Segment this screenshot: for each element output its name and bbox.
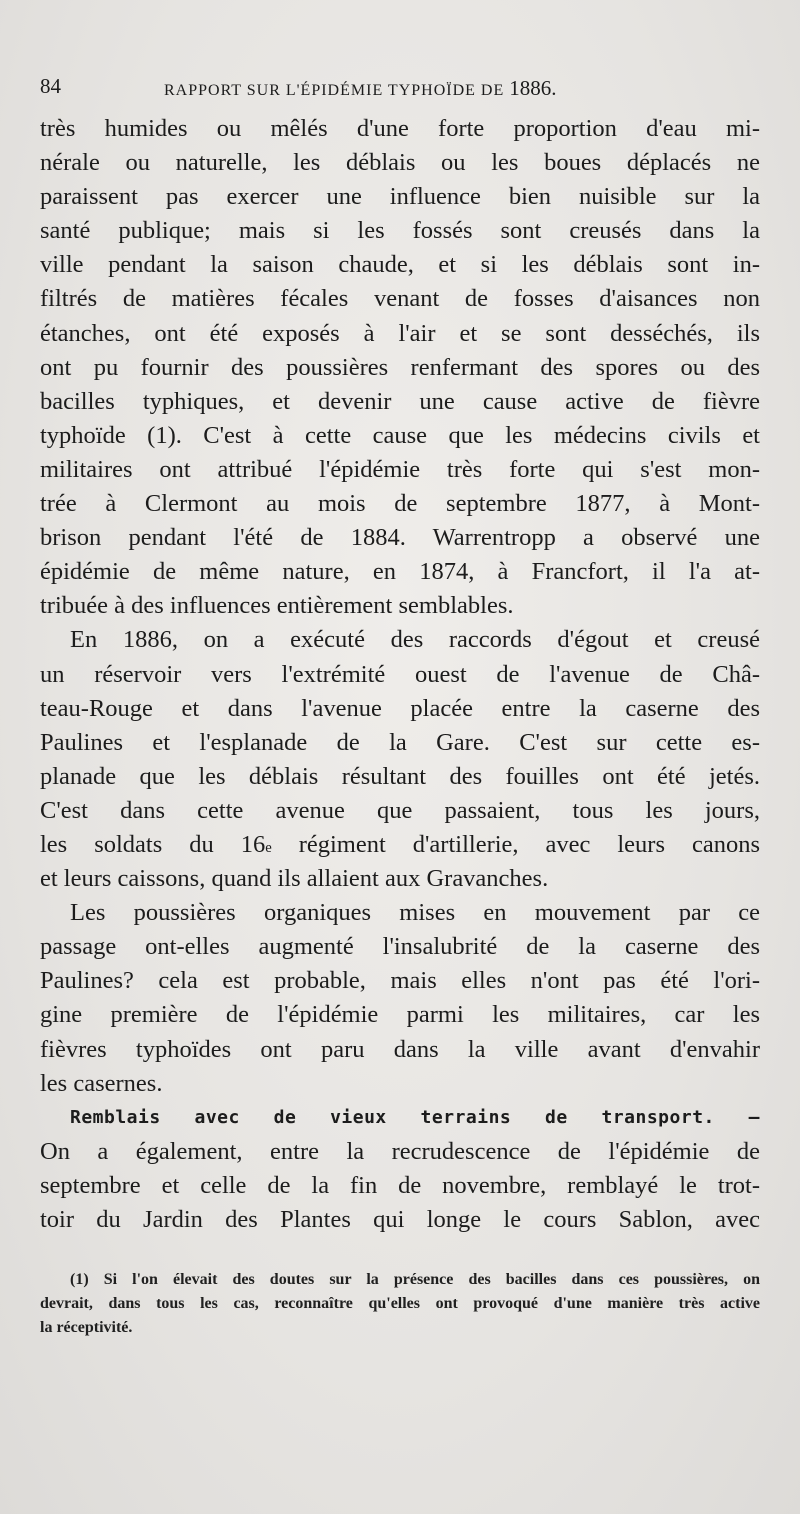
text-line-with-superscript <box>40 828 760 862</box>
text-line: Paulines? cela est probable, mais elles n'ont pas été l'ori- <box>40 967 760 995</box>
paragraph-end-line: les casernes. <box>40 1069 163 1097</box>
text-line: planade que les déblais résultant des fouilles ont été jetés. <box>40 762 760 790</box>
body-text <box>40 112 760 1237</box>
running-title <box>164 76 557 101</box>
superscript: e <box>265 839 272 856</box>
text-line: santé publique; mais si les fossés sont creusés dans la <box>40 217 760 245</box>
text-line: brison pendant l'été de 1884. Warrentropp a observé une <box>40 524 760 552</box>
text-line: filtrés de matières fécales venant de fosses d'aisances non <box>40 285 760 313</box>
text-line: un réservoir vers l'extrémité ouest de l'avenue de Châ- <box>40 660 760 688</box>
running-title-text: RAPPORT SUR L'ÉPIDÉMIE TYPHOÏDE DE <box>164 82 505 99</box>
footnote-line: la réceptivité. <box>40 1319 133 1336</box>
text-fragment: les soldats du 16 <box>40 830 266 858</box>
text-fragment: régiment d'artillerie, avec leurs canons <box>271 830 760 858</box>
footnote-line: (1) Si l'on élevait des doutes sur la présence des bacilles dans ces poussières, on <box>70 1271 760 1288</box>
text-line: toir du Jardin des Plantes qui longe le cours Sablon, avec <box>40 1206 760 1233</box>
footnote <box>40 1268 760 1340</box>
text-line: teau-Rouge et dans l'avenue placée entre la caserne des <box>40 694 760 722</box>
text-line: bacilles typhiques, et devenir une cause active de fièvre <box>40 387 760 415</box>
text-line: septembre et celle de la fin de novembre, remblayé le trot- <box>40 1171 760 1199</box>
page-number: 84 <box>40 74 61 98</box>
text-line: typhoïde (1). C'est à cette cause que les médecins civils et <box>40 421 760 449</box>
paragraph-end-line: tribuée à des influences entièrement semblables. <box>40 592 514 620</box>
text-line: fièvres typhoïdes ont paru dans la ville avant d'envahir <box>40 1035 760 1063</box>
text-line: étanches, ont été exposés à l'air et se sont desséchés, ils <box>40 319 760 347</box>
text-line: épidémie de même nature, en 1874, à Francfort, il l'a at- <box>40 558 760 586</box>
text-line: C'est dans cette avenue que passaient, tous les jours, <box>40 796 760 824</box>
text-line: On a également, entre la recrudescence de l'épidémie de <box>40 1137 760 1165</box>
paragraph-start-line: En 1886, on a exécuté des raccords d'égout et creusé <box>70 626 760 654</box>
paragraph-end-line: et leurs caissons, quand ils allaient aux Gravanches. <box>40 865 549 893</box>
text-line: paraissent pas exercer une influence bien nuisible sur la <box>40 183 760 211</box>
text-line: ont pu fournir des poussières renfermant des spores ou des <box>40 353 760 381</box>
text-line: nérale ou naturelle, les déblais ou les boues déplacés ne <box>40 149 760 177</box>
text-line: ville pendant la saison chaude, et si les déblais sont in- <box>40 251 760 279</box>
page-header <box>40 74 760 100</box>
paragraph-start-line: Les poussières organiques mises en mouvement par ce <box>70 899 760 927</box>
text-line: passage ont-elles augmenté l'insalubrité de la caserne des <box>40 933 760 961</box>
text-line: très humides ou mêlés d'une forte proportion d'eau mi- <box>40 115 760 142</box>
text-line: militaires ont attribué l'épidémie très forte qui s'est mon- <box>40 455 760 483</box>
footnote-line: devrait, dans tous les cas, reconnaître qu'elles ont provoqué d'une manière très active <box>40 1295 760 1312</box>
running-title-year: 1886. <box>509 76 557 100</box>
text-line: Paulines et l'esplanade de la Gare. C'est sur cette es- <box>40 728 760 756</box>
text-line: gine première de l'épidémie parmi les militaires, car les <box>40 1001 760 1029</box>
text-line: trée à Clermont au mois de septembre 1877, à Mont- <box>40 490 760 518</box>
section-heading: Remblais avec de vieux terrains de transport. — <box>70 1106 760 1128</box>
